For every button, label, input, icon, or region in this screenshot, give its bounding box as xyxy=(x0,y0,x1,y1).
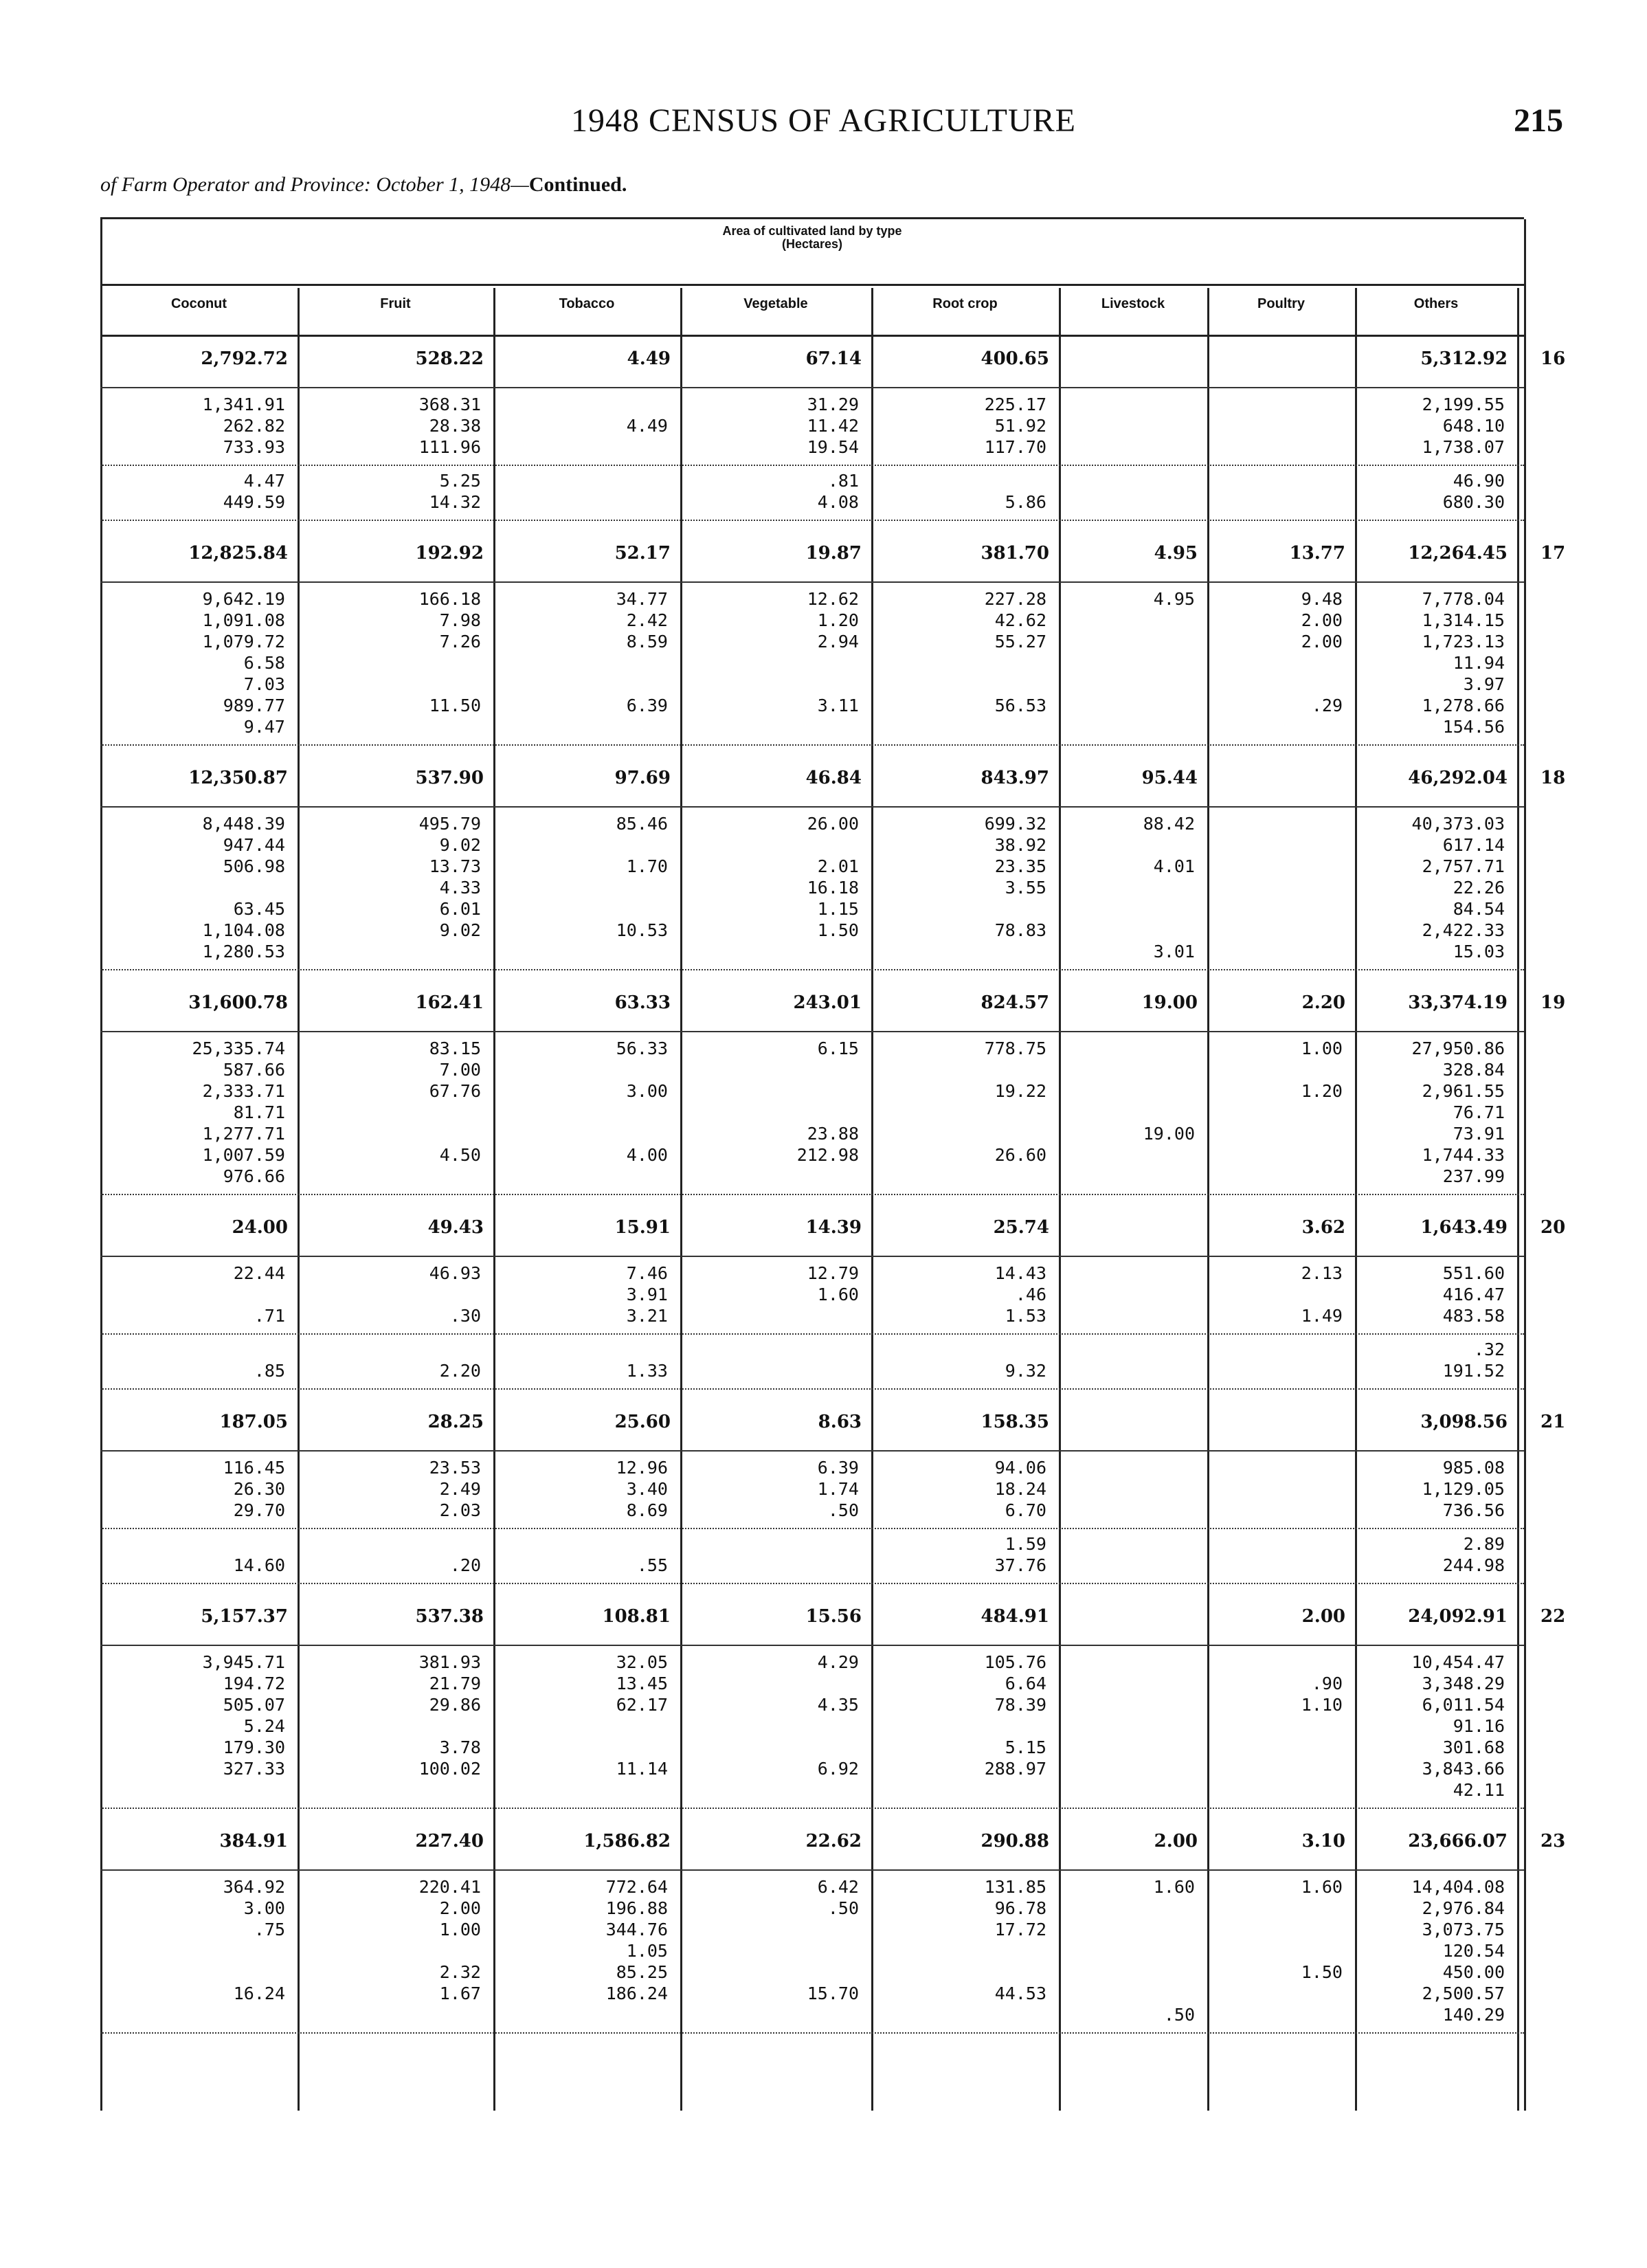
detail-cell: 4.29 4.35 6.92 xyxy=(817,1652,859,1779)
block-rule xyxy=(100,969,1524,970)
detail-cell: 4.49 xyxy=(626,416,668,436)
subtitle-continued: Continued. xyxy=(528,173,627,196)
column-header-vegetable: Vegetable xyxy=(743,296,808,311)
detail-cell: 985.08 1,129.05 736.56 xyxy=(1422,1458,1505,1520)
detail-cell: 9,642.19 1,091.08 1,079.72 6.58 7.03 989.77 9.47 xyxy=(202,589,285,737)
detail-cell: 1.59 37.76 xyxy=(994,1534,1046,1575)
column-header-poultry: Poultry xyxy=(1257,296,1305,311)
detail-cell: 40,373.03 617.14 2,757.71 22.26 84.54 2,422.33 15.03 xyxy=(1411,814,1505,961)
detail-cell: 7.46 3.91 3.21 xyxy=(626,1263,668,1326)
detail-cell: 166.18 7.98 7.26 11.50 xyxy=(418,589,481,715)
total-cell: 4.95 xyxy=(1154,543,1198,564)
total-cell: 12,264.45 xyxy=(1408,543,1508,564)
total-cell: 5,157.37 xyxy=(201,1606,288,1627)
total-cell: 843.97 xyxy=(981,768,1049,788)
subtitle-text: of Farm Operator and Province: October 1, 1948— xyxy=(100,173,529,196)
table-group-20 xyxy=(100,1206,1566,1394)
table-subtitle xyxy=(100,173,627,197)
detail-cell: 9.48 2.00 2.00 .29 xyxy=(1301,589,1343,715)
total-cell: 1,586.82 xyxy=(583,1831,671,1852)
total-cell: 528.22 xyxy=(415,348,484,369)
column-header-root-crop: Root crop xyxy=(932,296,998,311)
group-rule xyxy=(100,1256,1524,1257)
detail-cell: 88.42 4.01 3.01 xyxy=(1143,814,1195,961)
detail-cell: 4.95 xyxy=(1153,589,1195,609)
table-group-23 xyxy=(100,1820,1566,2038)
detail-cell: 778.75 19.22 26.60 xyxy=(984,1038,1046,1165)
total-cell: 25.60 xyxy=(614,1412,671,1432)
total-cell: 484.91 xyxy=(981,1606,1049,1627)
total-cell: 24.00 xyxy=(232,1217,288,1238)
detail-cell: 1.60 1.50 xyxy=(1301,1877,1343,1982)
total-cell: 2.20 xyxy=(1301,992,1345,1013)
total-cell: 52.17 xyxy=(614,543,671,564)
total-cell: 5,312.92 xyxy=(1420,348,1508,369)
row-number: 23 xyxy=(1540,1831,1566,1852)
total-cell: 15.56 xyxy=(805,1606,862,1627)
table-group-16 xyxy=(100,337,1566,525)
block-rule xyxy=(100,465,1524,466)
block-rule xyxy=(100,744,1524,746)
detail-cell: 14,404.08 2,976.84 3,073.75 120.54 450.00 2,500.57 140.29 xyxy=(1411,1877,1505,2025)
column-group-header xyxy=(100,225,1524,251)
detail-cell: 4.47 449.59 xyxy=(223,471,285,512)
row-number: 19 xyxy=(1540,992,1566,1013)
detail-cell: .90 1.10 xyxy=(1301,1674,1343,1715)
row-number: 16 xyxy=(1540,348,1566,369)
total-cell: 14.39 xyxy=(805,1217,862,1238)
total-cell: 3,098.56 xyxy=(1420,1412,1508,1432)
total-cell: 3.10 xyxy=(1301,1831,1345,1852)
detail-cell: 381.93 21.79 29.86 3.78 100.02 xyxy=(418,1652,481,1779)
detail-cell: 14.43 .46 1.53 xyxy=(994,1263,1046,1326)
detail-cell: 1.00 1.20 xyxy=(1301,1038,1343,1101)
group-rule xyxy=(100,387,1524,388)
block-rule xyxy=(100,520,1524,521)
total-cell: 67.14 xyxy=(805,348,862,369)
detail-cell: 25,335.74 587.66 2,333.71 81.71 1,277.71 1,007.59 976.66 xyxy=(192,1038,285,1186)
total-cell: 63.33 xyxy=(614,992,671,1013)
detail-cell: 2.89 244.98 xyxy=(1442,1534,1505,1575)
detail-cell: 19.00 xyxy=(1143,1124,1195,1144)
total-cell: 97.69 xyxy=(614,768,671,788)
total-cell: 46,292.04 xyxy=(1408,768,1508,788)
detail-cell: 2.13 1.49 xyxy=(1301,1263,1343,1326)
column-header-tobacco: Tobacco xyxy=(559,296,615,311)
detail-cell: 6.39 1.74 .50 xyxy=(817,1458,859,1520)
column-header-others: Others xyxy=(1413,296,1459,311)
detail-cell: 6.15 23.88 212.98 xyxy=(796,1038,859,1165)
total-cell: 4.49 xyxy=(627,348,671,369)
row-number: 21 xyxy=(1540,1412,1566,1432)
row-number: 22 xyxy=(1540,1606,1566,1627)
total-cell: 95.44 xyxy=(1141,768,1198,788)
total-cell: 8.63 xyxy=(818,1412,862,1432)
column-header-coconut: Coconut xyxy=(170,296,227,311)
detail-cell: 8,448.39 947.44 506.98 63.45 1,104.08 1,280.53 xyxy=(202,814,285,961)
total-cell: 108.81 xyxy=(602,1606,671,1627)
table-right-rule xyxy=(1524,219,1526,2111)
group-rule xyxy=(100,1450,1524,1452)
detail-cell: 94.06 18.24 6.70 xyxy=(994,1458,1046,1520)
detail-cell: 14.60 xyxy=(233,1555,285,1575)
group-rule xyxy=(100,1031,1524,1032)
total-cell: 12,825.84 xyxy=(188,543,288,564)
detail-cell: 3,945.71 194.72 505.07 5.24 179.30 327.33 xyxy=(202,1652,285,1779)
total-cell: 2,792.72 xyxy=(201,348,288,369)
total-cell: 13.77 xyxy=(1289,543,1345,564)
group-rule xyxy=(100,1645,1524,1646)
total-cell: 23,666.07 xyxy=(1408,1831,1508,1852)
total-cell: 24,092.91 xyxy=(1408,1606,1508,1627)
total-cell: 384.91 xyxy=(219,1831,288,1852)
detail-cell: 116.45 26.30 29.70 xyxy=(223,1458,285,1520)
detail-cell: 105.76 6.64 78.39 5.15 288.97 xyxy=(984,1652,1046,1779)
total-cell: 2.00 xyxy=(1154,1831,1198,1852)
detail-cell: 2.20 xyxy=(439,1361,481,1381)
detail-cell: 12.62 1.20 2.94 3.11 xyxy=(807,589,859,715)
detail-cell: 10,454.47 3,348.29 6,011.54 91.16 301.68 3,843.66 42.11 xyxy=(1411,1652,1505,1800)
detail-cell: .32 191.52 xyxy=(1442,1339,1505,1381)
detail-cell: 772.64 196.88 344.76 1.05 85.25 186.24 xyxy=(605,1877,668,2003)
block-rule xyxy=(100,1528,1524,1529)
detail-cell: .55 xyxy=(636,1555,668,1575)
total-cell: 12,350.87 xyxy=(188,768,288,788)
detail-cell: 1,341.91 262.82 733.93 xyxy=(202,394,285,457)
detail-cell: 22.44 .71 xyxy=(233,1263,285,1326)
table-group-19 xyxy=(100,981,1566,1199)
table-group-21 xyxy=(100,1401,1566,1588)
total-cell: 381.70 xyxy=(981,543,1049,564)
total-cell: 19.00 xyxy=(1141,992,1198,1013)
column-header-livestock: Livestock xyxy=(1101,296,1165,311)
block-rule xyxy=(100,2032,1524,2034)
agriculture-table xyxy=(100,217,1566,2111)
detail-cell: 5.86 xyxy=(1005,492,1046,512)
block-rule xyxy=(100,1388,1524,1390)
total-cell: 400.65 xyxy=(981,348,1049,369)
detail-cell: 368.31 28.38 111.96 xyxy=(418,394,481,457)
page-number: 215 xyxy=(1514,102,1563,139)
spanner-unit: (Hectares) xyxy=(781,237,843,251)
detail-cell: 5.25 14.32 xyxy=(429,471,481,512)
detail-cell: 1.60 .50 xyxy=(1153,1877,1195,2025)
detail-cell: 32.05 13.45 62.17 11.14 xyxy=(616,1652,668,1779)
detail-cell: 31.29 11.42 19.54 xyxy=(807,394,859,457)
table-group-18 xyxy=(100,757,1566,975)
detail-cell: 26.00 2.01 16.18 1.15 1.50 xyxy=(807,814,859,940)
detail-cell: 227.28 42.62 55.27 56.53 xyxy=(984,589,1046,715)
group-rule xyxy=(100,1869,1524,1871)
detail-cell: 551.60 416.47 483.58 xyxy=(1442,1263,1505,1326)
page-title: 1948 CENSUS OF AGRICULTURE xyxy=(570,102,1076,139)
detail-cell: 27,950.86 328.84 2,961.55 76.71 73.91 1,744.33 237.99 xyxy=(1411,1038,1505,1186)
detail-cell: 2,199.55 648.10 1,738.07 xyxy=(1422,394,1505,457)
detail-cell: 12.79 1.60 xyxy=(807,1263,859,1304)
detail-cell: 83.15 7.00 67.76 4.50 xyxy=(429,1038,481,1165)
total-cell: 537.90 xyxy=(415,768,484,788)
group-rule xyxy=(100,806,1524,808)
block-rule xyxy=(100,1583,1524,1584)
row-number: 17 xyxy=(1540,543,1566,564)
total-cell: 19.87 xyxy=(805,543,862,564)
detail-cell: .81 4.08 xyxy=(817,471,859,512)
total-cell: 227.40 xyxy=(415,1831,484,1852)
total-cell: 1,643.49 xyxy=(1420,1217,1508,1238)
detail-cell: 85.46 1.70 10.53 xyxy=(616,814,668,940)
detail-cell: .20 xyxy=(449,1555,481,1575)
detail-cell: 225.17 51.92 117.70 xyxy=(984,394,1046,457)
detail-cell: 9.32 xyxy=(1005,1361,1046,1381)
spanner-title: Area of cultivated land by type xyxy=(722,224,902,238)
total-cell: 158.35 xyxy=(981,1412,1049,1432)
total-cell: 243.01 xyxy=(793,992,862,1013)
total-cell: 28.25 xyxy=(427,1412,484,1432)
block-rule xyxy=(100,1333,1524,1335)
block-rule xyxy=(100,1808,1524,1809)
total-cell: 31,600.78 xyxy=(188,992,288,1013)
row-number: 20 xyxy=(1540,1217,1566,1238)
detail-cell: 699.32 38.92 23.35 3.55 78.83 xyxy=(984,814,1046,940)
total-cell: 187.05 xyxy=(219,1412,288,1432)
total-cell: 290.88 xyxy=(981,1831,1049,1852)
detail-cell: 1.33 xyxy=(626,1361,668,1381)
total-cell: 824.57 xyxy=(981,992,1049,1013)
detail-cell: 220.41 2.00 1.00 2.32 1.67 xyxy=(418,1877,481,2003)
detail-cell: 364.92 3.00 .75 16.24 xyxy=(223,1877,285,2003)
total-cell: 3.62 xyxy=(1301,1217,1345,1238)
total-cell: 192.92 xyxy=(415,543,484,564)
total-cell: 33,374.19 xyxy=(1408,992,1508,1013)
detail-cell: 7,778.04 1,314.15 1,723.13 11.94 3.97 1,278.66 154.56 xyxy=(1422,589,1505,737)
total-cell: 25.74 xyxy=(993,1217,1049,1238)
detail-cell: 46.90 680.30 xyxy=(1442,471,1505,512)
detail-cell: .85 xyxy=(254,1361,285,1381)
row-number: 18 xyxy=(1540,768,1566,788)
detail-cell: 23.53 2.49 2.03 xyxy=(429,1458,481,1520)
total-cell: 46.84 xyxy=(805,768,862,788)
detail-cell: 34.77 2.42 8.59 6.39 xyxy=(616,589,668,715)
detail-cell: 6.42 .50 15.70 xyxy=(807,1877,859,2003)
detail-cell: 56.33 3.00 4.00 xyxy=(616,1038,668,1165)
detail-cell: 46.93 .30 xyxy=(429,1263,481,1326)
total-cell: 49.43 xyxy=(427,1217,484,1238)
group-rule xyxy=(100,581,1524,583)
total-cell: 22.62 xyxy=(805,1831,862,1852)
total-cell: 15.91 xyxy=(614,1217,671,1238)
header-rule-top xyxy=(100,284,1524,286)
detail-cell: 12.96 3.40 8.69 xyxy=(616,1458,668,1520)
table-group-22 xyxy=(100,1595,1566,1813)
column-header-fruit: Fruit xyxy=(380,296,411,311)
total-cell: 2.00 xyxy=(1301,1606,1345,1627)
header-rule-bottom xyxy=(100,335,1524,337)
block-rule xyxy=(100,1194,1524,1195)
table-group-17 xyxy=(100,532,1566,750)
total-cell: 162.41 xyxy=(415,992,484,1013)
detail-cell: 495.79 9.02 13.73 4.33 6.01 9.02 xyxy=(418,814,481,940)
detail-cell: 131.85 96.78 17.72 44.53 xyxy=(984,1877,1046,2003)
total-cell: 537.38 xyxy=(415,1606,484,1627)
